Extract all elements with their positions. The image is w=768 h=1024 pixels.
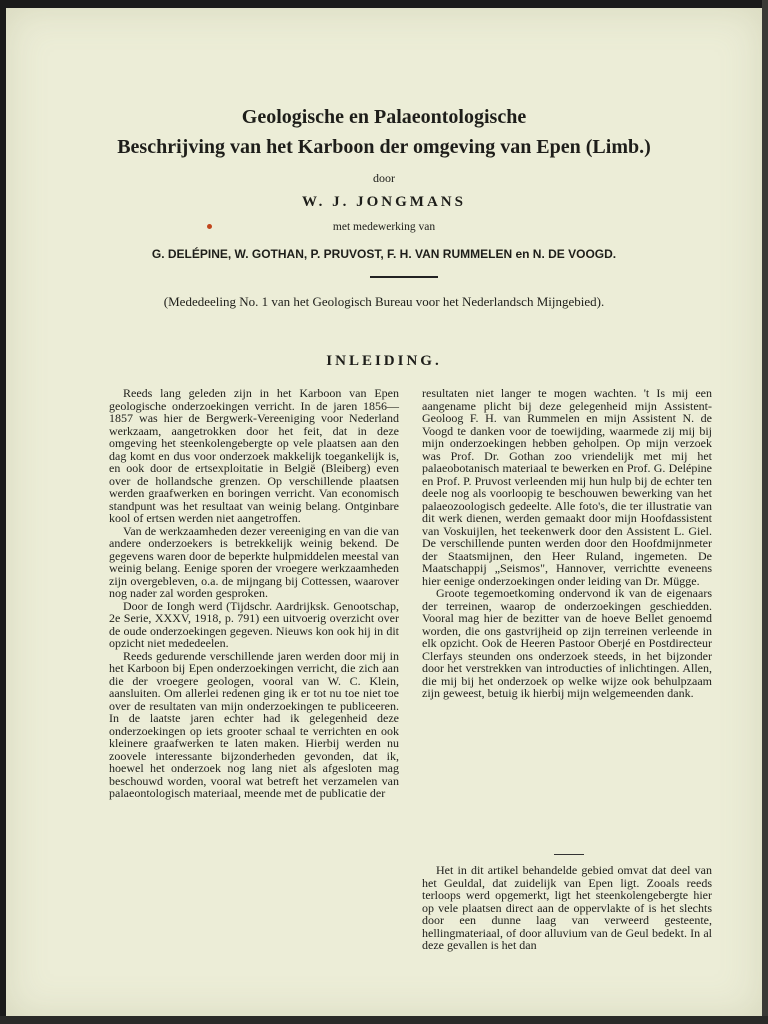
byline-door: door xyxy=(373,171,395,185)
left-column xyxy=(109,387,399,800)
scan-edge-right xyxy=(762,0,768,1024)
paragraph: resultaten niet langer te mogen wachten. 't Is mij een aangename plicht bij deze gelegenheid mijn Assistent-Geoloog F. H. van Rummelen en mijn Assistent N. de Voogd te danken voor de toewijding, waarmede zij mij bij mijn onderzoekingen hebben geholpen. Op mijn verzoek was Prof. Dr. Gothan zoo vriendelijk met mij het palaeobotanisch materiaal te bewerken en Prof. G. Delépine en Prof. P. Pruvost verleenden mij hun hulp bij de echter ten deele nog als voorloopig te beschouwen bewerking van het palaeozoologisch gedeelte. Alle foto's, die ter illustratie van dit werk dienen, werden gemaakt door mijn Hoofdassistent van Voskuijlen, het teekenwerk door den Assistent L. Giel. De verschillende punten werden door den Hoofdmijnmeter der Staatsmijnen, den Heer Ruland, ingemeten. De Maatschappij „Seismos", Hannover, verrichtte eveneens hier eenige onderzoekingen onder leiding van Dr. Mügge. xyxy=(422,386,712,588)
scanned-page xyxy=(6,8,762,1018)
section-divider xyxy=(554,854,584,855)
title-divider xyxy=(370,276,438,278)
coauthors: G. DELÉPINE, W. GOTHAN, P. PRUVOST, F. H. VAN RUMMELEN en N. DE VOOGD. xyxy=(151,247,617,261)
section-heading: INLEIDING. xyxy=(326,353,442,369)
paragraph: Reeds gedurende verschillende jaren werden door mij in het Karboon bij Epen onderzoekingen verricht, die zich aan die der vroegere geologen, vooral van W. C. Klein, aansluiten. Om allerlei redenen ging ik er tot nu toe niet toe over de resultaten van mijn onderzoekingen te publiceeren. In de laatste jaren echter had ik gelegenheid deze onderzoekingen op iets grooter schaal te verrichten en ook kleinere graafwerken te laten maken. Hierbij werden nu zoovele interessante bijzonderheden gevonden, dat ik, hoewel het onderzoek nog lang niet als afgesloten mag beschouwd worden, vooral wat betreft het verzamelen van palaeontologisch materiaal, meende met de publicatie der xyxy=(109,648,399,800)
right-column xyxy=(422,387,712,700)
paragraph: Het in dit artikel behandelde gebied omvat dat deel van het Geuldal, dat zuidelijk van Epen ligt. Zooals reeds terloops werd opgemerkt, ligt het steenkolengebergte hier op vele plaatsen direct aan de oppervlakte of is het slechts door een dunne laag van verweerd gesteente, hellingmateriaal, of door alluvium van de Geul bedekt. In al deze gevallen is het dan xyxy=(422,863,712,952)
title-line-1: Geologische en Palaeontologische xyxy=(241,106,527,128)
right-column-continued xyxy=(422,864,712,952)
title-line-2: Beschrijving van het Karboon der omgeving van Epen (Limb.) xyxy=(117,136,651,158)
scan-edge-bottom xyxy=(0,1016,768,1024)
paragraph: Door de Iongh werd (Tijdschr. Aardrijksk. Genootschap, 2e Serie, XXXV, 1918, p. 791) een uitvoerig overzicht over de oude onderzoekingen gegeven. Nieuws kon ook hij in dit opzicht niet mededeelen. xyxy=(109,598,399,650)
paragraph: Van de werkzaamheden dezer vereeniging en van die van andere onderzoekers is betrekkelijk weinig bekend. De gegevens waren door de beperkte hulpmiddelen meestal van weinig belang. Eenige sporen der vroegere werkzaamheden zijn overgebleven, o.a. de mijngang bij Cottessen, waarover nog nader zal worden gesproken. xyxy=(109,523,399,600)
byline-met: met medewerking van xyxy=(332,221,436,233)
paragraph: Groote tegemoetkoming ondervond ik van de eigenaars der terreinen, waarop de onderzoekingen geschiedden. Vooral mag hier de bezitter van de hoeve Bellet genoemd worden, die ons gastvrijheid op zijn terreinen verleende in elk opzicht. Ook de Heeren Pastoor Oberjé en Postdirecteur Clerfays steunden ons onderzoek steeds, in het bijzonder door het verstrekken van introducties of inlichtingen. Allen, die mij bij het onderzoek op welke wijze ook behulpzaam zijn geweest, betuig ik hierbij mijn welgemeenden dank. xyxy=(422,586,712,700)
paragraph: Reeds lang geleden zijn in het Karboon van Epen geologische onderzoekingen verricht. In de jaren 1856—1857 was hier de Bergwerk-Vereeniging voor Nederland werkzaam, aangetrokken door het feit, dat in deze omgeving het steenkolengebergte op vele plaatsen aan den dag komt en dus voor onderzoek makkelijk toegankelijk is, en ook door de ertsexploitatie in België (Bleiberg) even over de hollandsche grenzen. Op verschillende plaatsen werden graafwerken en boringen verricht. Van economisch standpunt was het resultaat van weinig belang. Ontginbare kool of ertsen werden niet aangetroffen. xyxy=(109,386,399,525)
publication-note: (Mededeeling No. 1 van het Geologisch Bureau voor het Nederlandsch Mijngebied). xyxy=(163,294,605,309)
author-name: W. J. JONGMANS xyxy=(302,194,466,210)
